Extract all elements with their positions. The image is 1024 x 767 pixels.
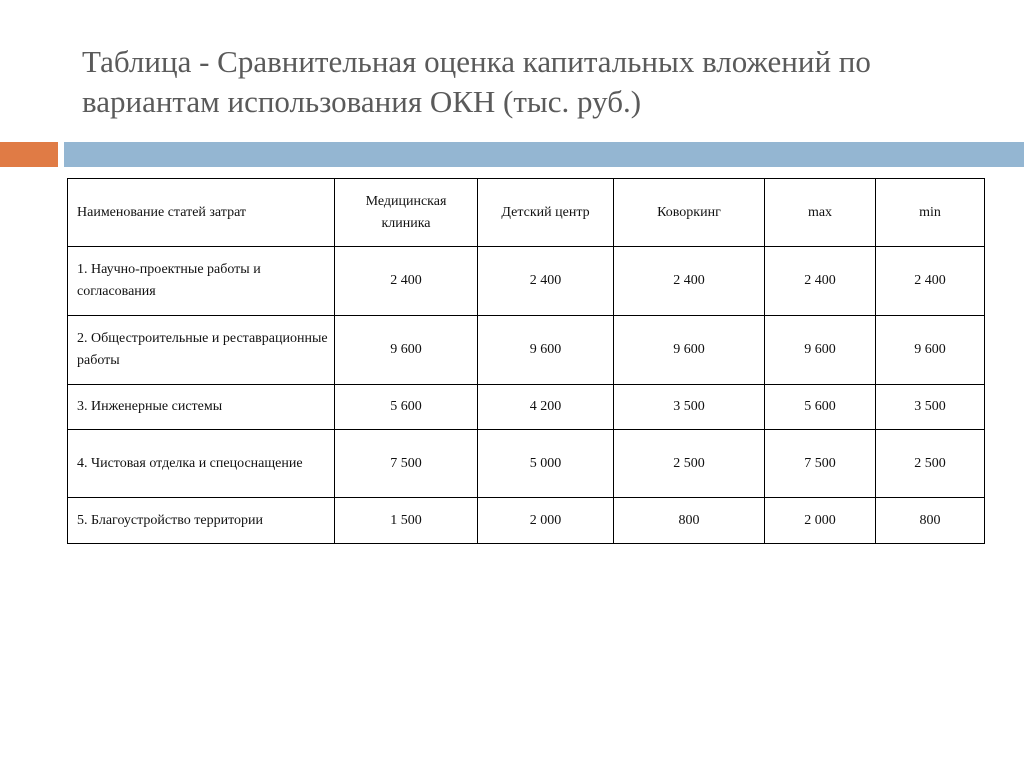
table-row	[68, 385, 985, 430]
value-cell: 2 400	[876, 247, 985, 316]
slide-title: Таблица - Сравнительная оценка капитальных вложений по вариантам использования ОКН (тыс. руб.)	[82, 44, 871, 119]
table-row	[68, 247, 985, 316]
header-cell: Медицинская клиника	[335, 179, 478, 247]
value-cell: 4 200	[478, 385, 614, 430]
value-cell: 2 500	[614, 430, 765, 498]
value-cell: 9 600	[478, 316, 614, 385]
value-cell: 5 600	[335, 385, 478, 430]
value-cell: 2 400	[614, 247, 765, 316]
value-cell: 1 500	[335, 498, 478, 544]
table-row	[68, 430, 985, 498]
value-cell: 800	[614, 498, 765, 544]
value-cell: 2 500	[876, 430, 985, 498]
cost-item-cell: 3. Инженерные системы	[68, 385, 335, 430]
value-cell: 7 500	[765, 430, 876, 498]
value-cell: 9 600	[876, 316, 985, 385]
value-cell: 3 500	[614, 385, 765, 430]
value-cell: 2 000	[478, 498, 614, 544]
value-cell: 800	[876, 498, 985, 544]
cost-item-cell: 4. Чистовая отделка и спецоснащение	[68, 430, 335, 498]
value-cell: 5 000	[478, 430, 614, 498]
value-cell: 9 600	[765, 316, 876, 385]
value-cell: 9 600	[335, 316, 478, 385]
cost-item-cell: 5. Благоустройство территории	[68, 498, 335, 544]
accent-bar-blue	[64, 142, 1024, 167]
header-cell: min	[876, 179, 985, 247]
accent-bar-orange	[0, 142, 58, 167]
table-row	[68, 316, 985, 385]
table-header-row	[68, 179, 985, 247]
value-cell: 3 500	[876, 385, 985, 430]
cost-item-cell: 2. Общестроительные и реставрационные работы	[68, 316, 335, 385]
header-cell: Детский центр	[478, 179, 614, 247]
cost-table	[67, 178, 985, 544]
header-cell: Коворкинг	[614, 179, 765, 247]
value-cell: 2 400	[765, 247, 876, 316]
cost-item-cell: 1. Научно-проектные работы и согласования	[68, 247, 335, 316]
value-cell: 2 400	[335, 247, 478, 316]
header-cell: max	[765, 179, 876, 247]
header-cell: Наименование статей затрат	[68, 179, 335, 247]
value-cell: 7 500	[335, 430, 478, 498]
value-cell: 2 400	[478, 247, 614, 316]
value-cell: 9 600	[614, 316, 765, 385]
table-row	[68, 498, 985, 544]
value-cell: 2 000	[765, 498, 876, 544]
value-cell: 5 600	[765, 385, 876, 430]
